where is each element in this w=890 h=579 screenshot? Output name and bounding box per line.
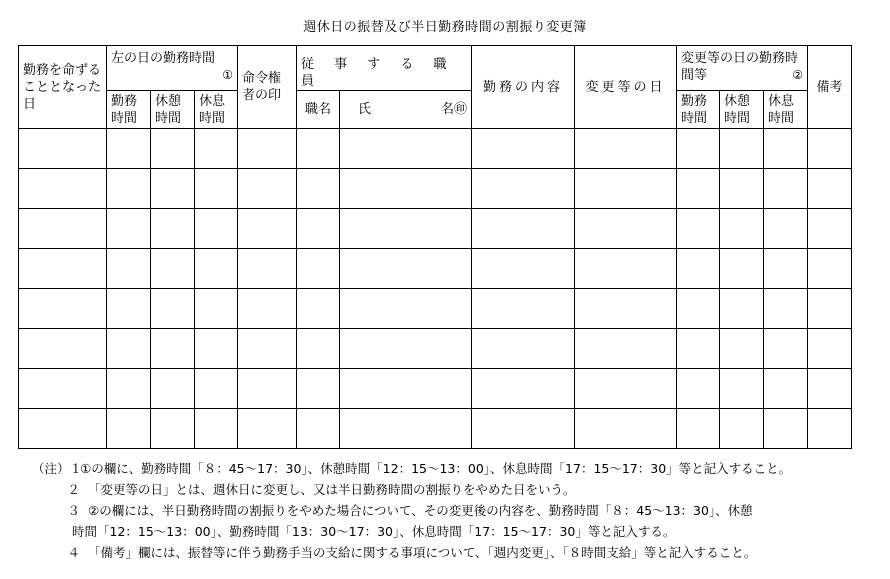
note-4: ４ 「備考」欄には、振替等に伴う勤務手当の支給に関する事項について、「週内変更」、「８時間支給」等と記入すること。 <box>67 545 757 560</box>
table-cell[interactable] <box>764 329 808 369</box>
table-cell[interactable] <box>340 129 472 169</box>
sub-break-hours: 休息時間 <box>195 91 238 129</box>
table-cell[interactable] <box>107 329 151 369</box>
table-cell[interactable] <box>808 409 852 449</box>
table-cell[interactable] <box>340 329 472 369</box>
table-cell[interactable] <box>677 249 720 289</box>
table-cell[interactable] <box>575 329 677 369</box>
table-cell[interactable] <box>720 329 764 369</box>
sub-name: 氏 名㊞ <box>340 91 472 129</box>
table-cell[interactable] <box>340 369 472 409</box>
table-cell[interactable] <box>472 129 575 169</box>
table-cell[interactable] <box>720 209 764 249</box>
table-cell[interactable] <box>677 289 720 329</box>
table-cell[interactable] <box>151 129 195 169</box>
table-cell[interactable] <box>764 209 808 249</box>
table-cell[interactable] <box>297 329 340 369</box>
table-cell[interactable] <box>151 289 195 329</box>
table-cell[interactable] <box>19 169 107 209</box>
table-cell[interactable] <box>575 249 677 289</box>
table-cell[interactable] <box>19 289 107 329</box>
mark-1: ① <box>222 68 233 82</box>
sub-work-hours: 勤務時間 <box>107 91 151 129</box>
table-cell[interactable] <box>107 369 151 409</box>
table-row <box>19 289 852 329</box>
table-cell[interactable] <box>720 169 764 209</box>
page-title: 週休日の振替及び半日勤務時間の割振り変更簿 <box>303 20 587 35</box>
table-cell[interactable] <box>808 169 852 209</box>
table-cell[interactable] <box>575 129 677 169</box>
table-cell[interactable] <box>297 249 340 289</box>
header-work-content: 勤務の内容 <box>472 46 575 129</box>
sub-changed-break-hours: 休息時間 <box>764 91 808 129</box>
table-cell[interactable] <box>297 129 340 169</box>
table-cell[interactable] <box>808 129 852 169</box>
note-3: ３ ②の欄には、半日勤務時間の割振りをやめた場合について、その変更後の内容を、勤務時間「８：45～13：30」、休憩 <box>67 503 753 518</box>
table-cell[interactable] <box>677 209 720 249</box>
table-cell[interactable] <box>195 209 238 249</box>
table-cell[interactable] <box>107 289 151 329</box>
table-cell[interactable] <box>238 409 297 449</box>
table-cell[interactable] <box>764 289 808 329</box>
table-row <box>19 409 852 449</box>
table-cell[interactable] <box>19 249 107 289</box>
table-row <box>19 249 852 289</box>
table-cell[interactable] <box>195 329 238 369</box>
table-cell[interactable] <box>297 409 340 449</box>
table-cell[interactable] <box>297 369 340 409</box>
table-cell[interactable] <box>107 129 151 169</box>
table-cell[interactable] <box>677 409 720 449</box>
sub-rest-hours: 休憩時間 <box>151 91 195 129</box>
table-cell[interactable] <box>677 129 720 169</box>
header-remarks: 備考 <box>808 46 852 129</box>
table-cell[interactable] <box>472 209 575 249</box>
table-cell[interactable] <box>764 369 808 409</box>
table-cell[interactable] <box>340 169 472 209</box>
table-cell[interactable] <box>238 289 297 329</box>
table-cell[interactable] <box>195 289 238 329</box>
table-cell[interactable] <box>19 129 107 169</box>
table-cell[interactable] <box>238 169 297 209</box>
table-cell[interactable] <box>472 289 575 329</box>
table-cell[interactable] <box>195 369 238 409</box>
table-cell[interactable] <box>195 169 238 209</box>
header-date: 勤務を命ずることとなった日 <box>19 46 107 129</box>
table-cell[interactable] <box>764 249 808 289</box>
table-cell[interactable] <box>677 369 720 409</box>
table-cell[interactable] <box>575 289 677 329</box>
table-cell[interactable] <box>107 209 151 249</box>
notes <box>32 458 882 563</box>
table-cell[interactable] <box>808 369 852 409</box>
sub-changed-rest-hours: 休憩時間 <box>720 91 764 129</box>
table-cell[interactable] <box>472 329 575 369</box>
table-cell[interactable] <box>151 169 195 209</box>
table-cell[interactable] <box>472 369 575 409</box>
sub-changed-work-hours: 勤務時間 <box>677 91 720 129</box>
table-cell[interactable] <box>19 209 107 249</box>
table-cell[interactable] <box>575 169 677 209</box>
table-cell[interactable] <box>107 249 151 289</box>
table-cell[interactable] <box>575 409 677 449</box>
header-staff: 従 事 す る 職 員 <box>297 46 472 91</box>
table-row <box>19 369 852 409</box>
table-cell[interactable] <box>107 169 151 209</box>
note-3-continued: 時間「12：15～13：00」、勤務時間「13：30～17：30」、休息時間「17：15～17：30」等と記入する。 <box>72 524 676 539</box>
table-cell[interactable] <box>195 249 238 289</box>
table-cell[interactable] <box>151 209 195 249</box>
header-seal: 命令権者の印 <box>238 46 297 129</box>
table-cell[interactable] <box>808 249 852 289</box>
table-cell[interactable] <box>151 249 195 289</box>
table-cell[interactable] <box>238 329 297 369</box>
table-cell[interactable] <box>19 369 107 409</box>
table-cell[interactable] <box>808 209 852 249</box>
table-cell[interactable] <box>720 129 764 169</box>
table-cell[interactable] <box>472 249 575 289</box>
table-cell[interactable] <box>238 209 297 249</box>
table-cell[interactable] <box>808 329 852 369</box>
header-changed-hours: 変更等の日の勤務時間等 ② <box>677 46 808 91</box>
table-row <box>19 129 852 169</box>
table-row <box>19 209 852 249</box>
table-cell[interactable] <box>764 129 808 169</box>
table-cell[interactable] <box>472 169 575 209</box>
table-cell[interactable] <box>720 369 764 409</box>
table-cell[interactable] <box>340 249 472 289</box>
header-original-hours: 左の日の勤務時間 ① <box>107 46 238 91</box>
table-cell[interactable] <box>151 409 195 449</box>
table-cell[interactable] <box>677 329 720 369</box>
table-row <box>19 329 852 369</box>
table-cell[interactable] <box>720 289 764 329</box>
mark-2: ② <box>792 68 804 82</box>
table-cell[interactable] <box>297 209 340 249</box>
table-cell[interactable] <box>340 209 472 249</box>
sub-post: 職名 <box>297 91 340 129</box>
table-cell[interactable] <box>764 169 808 209</box>
table-cell[interactable] <box>151 369 195 409</box>
table-cell[interactable] <box>472 409 575 449</box>
table-cell[interactable] <box>151 329 195 369</box>
table-cell[interactable] <box>297 289 340 329</box>
table-cell[interactable] <box>720 409 764 449</box>
table-cell[interactable] <box>238 369 297 409</box>
table-cell[interactable] <box>575 209 677 249</box>
table-cell[interactable] <box>238 249 297 289</box>
table-cell[interactable] <box>575 369 677 409</box>
note-1: （注）１①の欄に、勤務時間「８：45～17：30」、休憩時間「12：15～13：00」、休息時間「17：15～17：30」等と記入すること。 <box>32 461 792 476</box>
table-cell[interactable] <box>340 409 472 449</box>
table-cell[interactable] <box>19 329 107 369</box>
table-cell[interactable] <box>720 249 764 289</box>
table-cell[interactable] <box>297 169 340 209</box>
table-cell[interactable] <box>764 409 808 449</box>
table-cell[interactable] <box>195 129 238 169</box>
header-change-date: 変更等の日 <box>575 46 677 129</box>
table-cell[interactable] <box>107 409 151 449</box>
table-cell[interactable] <box>238 129 297 169</box>
change-register-table <box>18 45 852 449</box>
table-cell[interactable] <box>808 289 852 329</box>
table-row <box>19 169 852 209</box>
table-cell[interactable] <box>677 169 720 209</box>
table-cell[interactable] <box>19 409 107 449</box>
table-cell[interactable] <box>340 289 472 329</box>
table-cell[interactable] <box>195 409 238 449</box>
note-2: ２ 「変更等の日」とは、週休日に変更し、又は半日勤務時間の割振りをやめた日をいう。 <box>67 482 576 497</box>
